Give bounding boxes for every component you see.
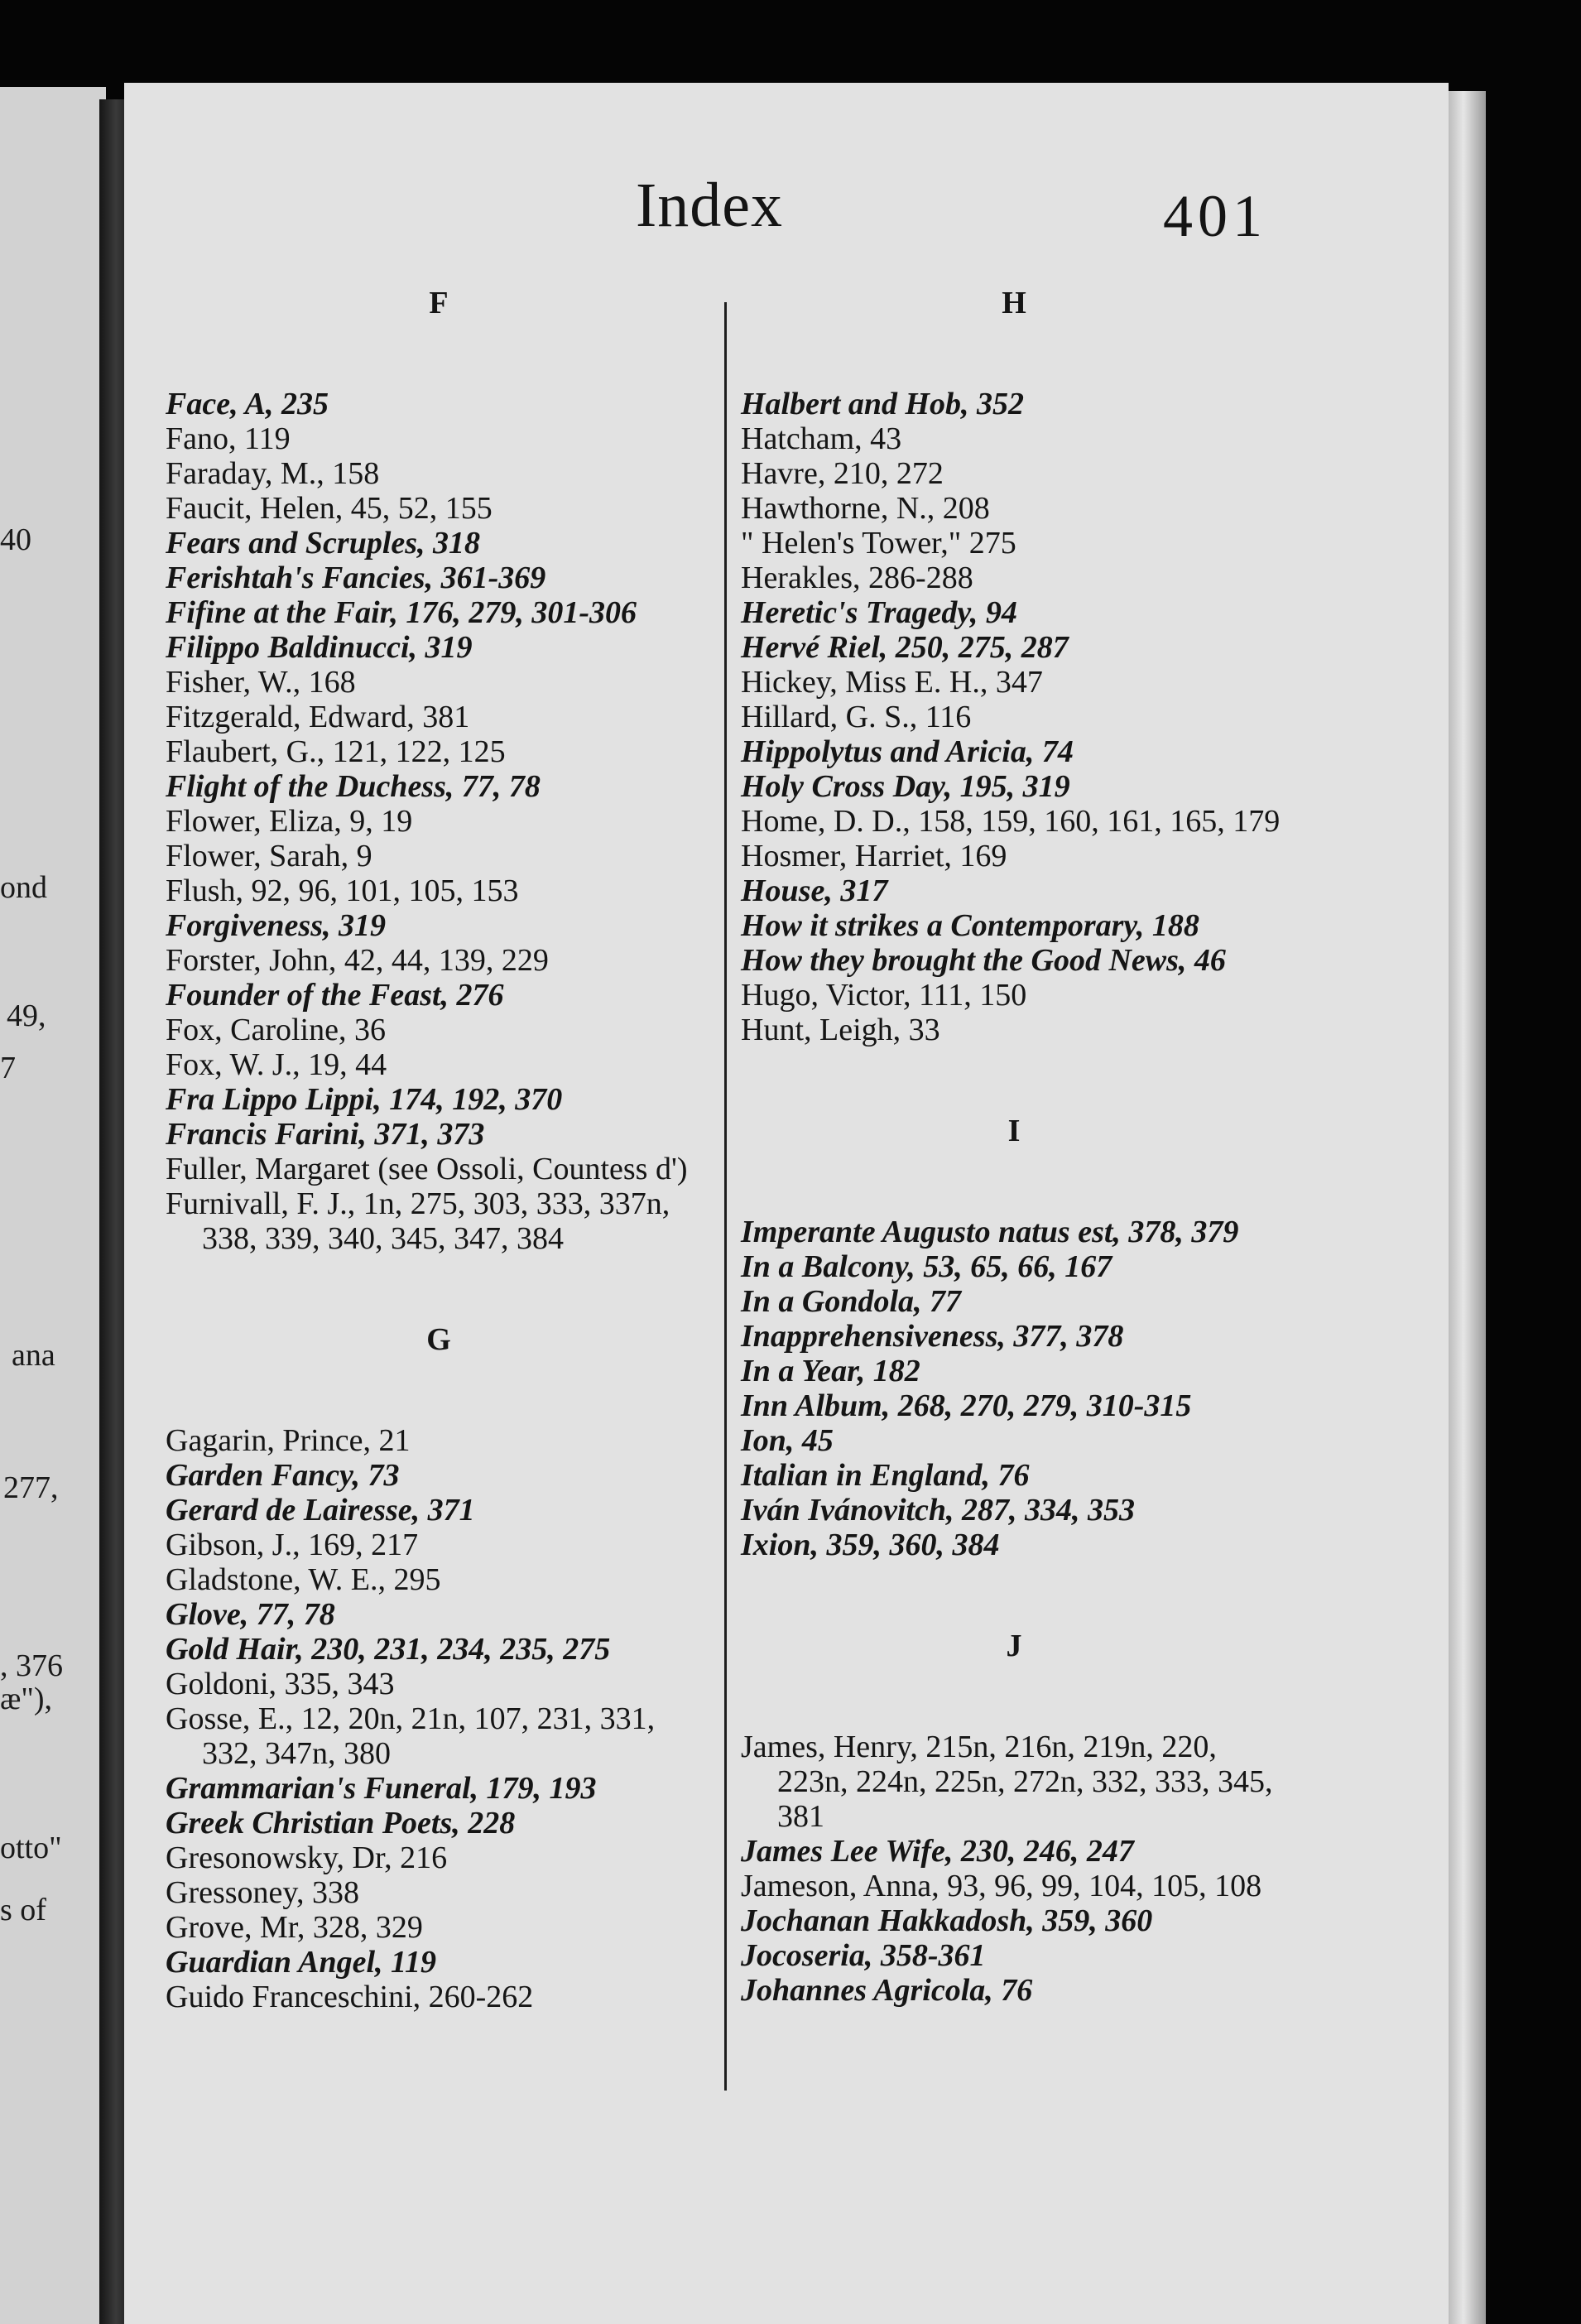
column-divider [724, 302, 727, 2091]
index-entry: Glove, 77, 78 [166, 1597, 335, 1632]
index-entry: Furnivall, F. J., 1n, 275, 303, 333, 337n, 338, 339, 340, 345, 347, 384 [166, 1186, 670, 1256]
index-entry: Hawthorne, N., 208 [741, 491, 990, 526]
index-entry: Fuller, Margaret (see Ossoli, Countess d') [166, 1152, 688, 1186]
index-entry: Gold Hair, 230, 231, 234, 235, 275 [166, 1632, 611, 1667]
index-entry: James, Henry, 215n, 216n, 219n, 220, 223n, 224n, 225n, 272n, 332, 333, 345, 381 [741, 1730, 1273, 1834]
index-entry: Gosse, E., 12, 20n, 21n, 107, 231, 331, 332, 347n, 380 [166, 1701, 656, 1771]
index-entry: Flaubert, G., 121, 122, 125 [166, 734, 506, 769]
index-entry: Gressoney, 338 [166, 1875, 359, 1910]
index-entry: Faucit, Helen, 45, 52, 155 [166, 491, 493, 526]
facing-page-fragment: 40 [0, 522, 31, 557]
index-entry: Imperante Augusto natus est, 378, 379 [741, 1215, 1239, 1249]
page-number: 401 [1163, 183, 1267, 249]
index-entry: Flower, Eliza, 9, 19 [166, 804, 413, 839]
index-entry: In a Balcony, 53, 65, 66, 167 [741, 1249, 1112, 1284]
index-entry: Forgiveness, 319 [166, 908, 386, 943]
index-entry: Gresonowsky, Dr, 216 [166, 1840, 448, 1875]
index-entry: How it strikes a Contemporary, 188 [741, 908, 1199, 943]
index-column-right [741, 286, 1287, 2008]
index-entry: Fra Lippo Lippi, 174, 192, 370 [166, 1082, 563, 1117]
index-entry: Flight of the Duchess, 77, 78 [166, 769, 541, 804]
index-entry: Greek Christian Poets, 228 [166, 1806, 516, 1840]
index-entry: " Helen's Tower," 275 [741, 526, 1016, 561]
index-entry: Hosmer, Harriet, 169 [741, 839, 1007, 873]
index-entry: Forster, John, 42, 44, 139, 229 [166, 943, 549, 978]
section-letter: I [1007, 1114, 1021, 1148]
index-entry: Faraday, M., 158 [166, 456, 380, 491]
index-entry: Fisher, W., 168 [166, 665, 356, 700]
page-edge [1449, 91, 1486, 2324]
index-entry: Guardian Angel, 119 [166, 1945, 436, 1980]
index-entry: Goldoni, 335, 343 [166, 1667, 395, 1701]
index-entry: Hippolytus and Aricia, 74 [741, 734, 1074, 769]
index-entry: Hickey, Miss E. H., 347 [741, 665, 1043, 700]
index-entry: House, 317 [741, 873, 888, 908]
facing-page-fragment: 7 [0, 1051, 16, 1085]
facing-page-fragment: 49, [7, 998, 46, 1033]
index-entry: Fitzgerald, Edward, 381 [166, 700, 470, 734]
index-entry: Jocoseria, 358-361 [741, 1938, 986, 1973]
index-entry: Ixion, 359, 360, 384 [741, 1528, 1000, 1562]
index-entry: Ferishtah's Fancies, 361-369 [166, 561, 546, 595]
index-entry: Hugo, Victor, 111, 150 [741, 978, 1027, 1013]
index-entry: Guido Franceschini, 260-262 [166, 1980, 534, 2014]
index-entry: Holy Cross Day, 195, 319 [741, 769, 1070, 804]
facing-page-fragment: s of [0, 1893, 46, 1927]
index-entry: Francis Farini, 371, 373 [166, 1117, 485, 1152]
index-entry: Hillard, G. S., 116 [741, 700, 972, 734]
facing-page-fragment: 277, [3, 1470, 59, 1505]
facing-page-edge [0, 87, 106, 2324]
index-entry: Gibson, J., 169, 217 [166, 1528, 419, 1562]
index-entry: Johannes Agricola, 76 [741, 1973, 1033, 2008]
facing-page-fragment: ond [0, 870, 47, 905]
index-entry: Inapprehensiveness, 377, 378 [741, 1319, 1124, 1354]
index-entry: In a Gondola, 77 [741, 1284, 962, 1319]
facing-page-fragment: otto" [0, 1831, 62, 1865]
running-title: Index [636, 171, 784, 240]
index-entry: Filippo Baldinucci, 319 [166, 630, 473, 665]
index-entry: How they brought the Good News, 46 [741, 943, 1226, 978]
index-entry: Garden Fancy, 73 [166, 1458, 400, 1493]
section-letter: J [1006, 1629, 1022, 1663]
index-entry: Heretic's Tragedy, 94 [741, 595, 1017, 630]
index-entry: Face, A, 235 [166, 387, 329, 421]
facing-page-fragment: æ"), [0, 1682, 53, 1716]
index-entry: Home, D. D., 158, 159, 160, 161, 165, 179 [741, 804, 1281, 839]
index-entry: Hatcham, 43 [741, 421, 902, 456]
section-letter: G [426, 1322, 451, 1357]
index-entry: Fox, W. J., 19, 44 [166, 1047, 387, 1082]
section-letter: F [429, 286, 449, 320]
index-entry: Hervé Riel, 250, 275, 287 [741, 630, 1069, 665]
index-entry: Ion, 45 [741, 1423, 834, 1458]
index-entry: Fifine at the Fair, 176, 279, 301-306 [166, 595, 637, 630]
index-entry: Iván Ivánovitch, 287, 334, 353 [741, 1493, 1136, 1528]
index-entry: Italian in England, 76 [741, 1458, 1030, 1493]
index-entry: James Lee Wife, 230, 246, 247 [741, 1834, 1134, 1869]
index-entry: Jochanan Hakkadosh, 359, 360 [741, 1903, 1153, 1938]
index-entry: Jameson, Anna, 93, 96, 99, 104, 105, 108 [741, 1869, 1262, 1903]
index-entry: Flower, Sarah, 9 [166, 839, 372, 873]
index-entry: Gerard de Lairesse, 371 [166, 1493, 475, 1528]
index-entry: Gagarin, Prince, 21 [166, 1423, 411, 1458]
index-entry: Havre, 210, 272 [741, 456, 944, 491]
facing-page-fragment: ana [12, 1338, 55, 1373]
index-entry: Flush, 92, 96, 101, 105, 153 [166, 873, 519, 908]
index-entry: Fears and Scruples, 318 [166, 526, 481, 561]
index-entry: Gladstone, W. E., 295 [166, 1562, 441, 1597]
index-entry: Fox, Caroline, 36 [166, 1013, 386, 1047]
index-entry: Halbert and Hob, 352 [741, 387, 1025, 421]
index-entry: Hunt, Leigh, 33 [741, 1013, 940, 1047]
index-column-left [166, 286, 712, 2014]
index-entry: Founder of the Feast, 276 [166, 978, 504, 1013]
facing-page-fragment: , 376 [0, 1648, 63, 1683]
index-entry: Inn Album, 268, 270, 279, 310-315 [741, 1388, 1192, 1423]
index-entry: In a Year, 182 [741, 1354, 920, 1388]
index-entry: Herakles, 286-288 [741, 561, 973, 595]
index-entry: Fano, 119 [166, 421, 291, 456]
section-letter: H [1002, 286, 1026, 320]
index-entry: Grammarian's Funeral, 179, 193 [166, 1771, 597, 1806]
index-entry: Grove, Mr, 328, 329 [166, 1910, 423, 1945]
